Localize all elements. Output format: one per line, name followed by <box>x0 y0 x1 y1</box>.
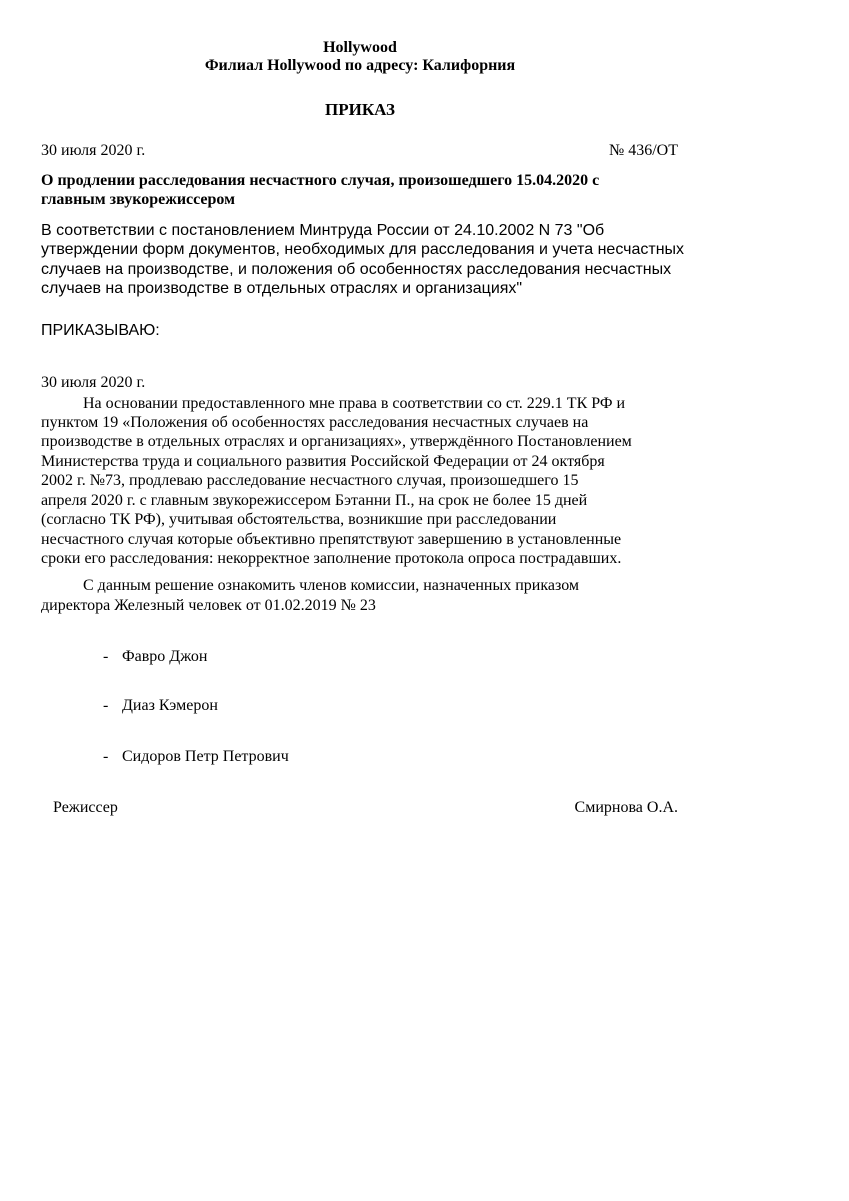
subject-line-2: главным звукорежиссером <box>41 191 236 208</box>
paragraph-2-line: директора Железный человек от 01.02.2019 № 23 <box>41 597 376 614</box>
subject-line-1: О продлении расследования несчастного случая, произошедшего 15.04.2020 с <box>41 172 600 189</box>
signature-position: Режиссер <box>53 799 118 816</box>
order-word: ПРИКАЗЫВАЮ: <box>41 322 160 339</box>
basis-line-3: случаев на производстве, и положения об особенностях расследования несчастных <box>41 261 672 278</box>
paragraph-2-line: С данным решение ознакомить членов комиссии, назначенных приказом <box>83 577 580 594</box>
paragraph-1-line: 2002 г. №73, продлеваю расследование несчастного случая, произошедшего 15 <box>41 472 579 489</box>
paragraph-1-line: сроки его расследования: некорректное заполнение протокола опроса пострадавших. <box>41 550 622 567</box>
member-name: Диаз Кэмерон <box>122 697 218 714</box>
member-name: Сидоров Петр Петрович <box>122 748 289 765</box>
basis-line-2: утверждении форм документов, необходимых для расследования и учета несчастных <box>41 241 685 258</box>
company-name: Hollywood <box>323 39 397 56</box>
paragraph-1-line: Министерства труда и социального развития Российской Федерации от 24 октября <box>41 453 605 470</box>
list-marker: - <box>103 697 109 714</box>
member-name: Фавро Джон <box>122 648 208 665</box>
paragraph-1-line: (согласно ТК РФ), учитывая обстоятельства, возникшие при расследовании <box>41 511 557 528</box>
body-date: 30 июля 2020 г. <box>41 374 146 391</box>
basis-line-1: В соответствии с постановлением Минтруда России от 24.10.2002 N 73 "Об <box>41 222 605 239</box>
basis-line-4: случаев на производстве в отдельных отраслях и организациях" <box>41 280 523 297</box>
signature-name: Смирнова О.А. <box>574 799 678 816</box>
paragraph-1-line: производстве в отдельных отраслях и организациях», утверждённого Постановлением <box>41 433 632 450</box>
list-marker: - <box>103 648 109 665</box>
list-marker: - <box>103 748 109 765</box>
paragraph-1-line: несчастного случая которые объективно препятствуют завершению в установленные <box>41 531 622 548</box>
paragraph-1-line: На основании предоставленного мне права в соответствии со ст. 229.1 ТК РФ и <box>83 395 626 412</box>
order-number: № 436/ОТ <box>608 142 678 159</box>
document-title: ПРИКАЗ <box>325 100 395 119</box>
paragraph-1-line: пунктом 19 «Положения об особенностях расследования несчастных случаев на <box>41 414 589 431</box>
branch-line: Филиал Hollywood по адресу: Калифорния <box>204 57 516 74</box>
order-date: 30 июля 2020 г. <box>41 142 146 159</box>
paragraph-1-line: апреля 2020 г. с главным звукорежиссером Бэтанни П., на срок не более 15 дней <box>41 492 588 509</box>
